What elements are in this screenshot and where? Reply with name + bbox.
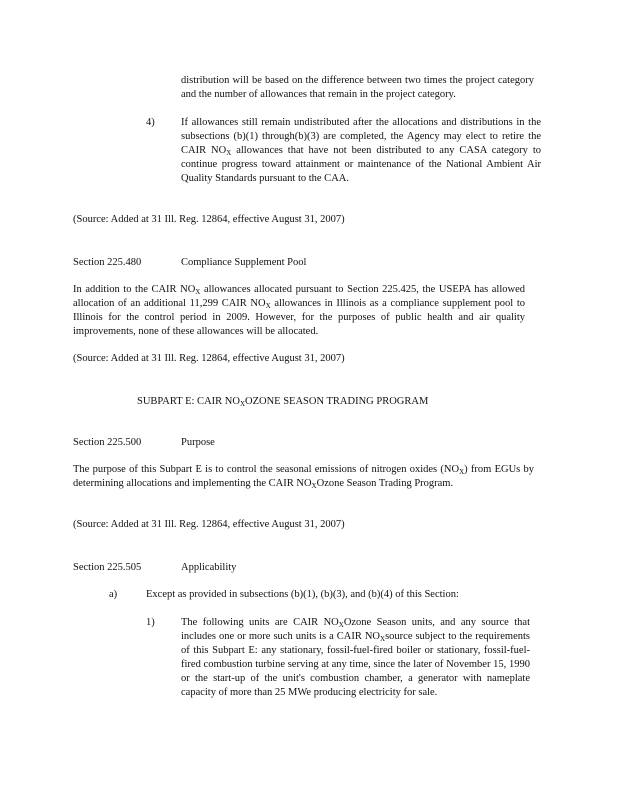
- section-505-title: Applicability: [181, 562, 237, 573]
- subscript-x: X: [311, 482, 317, 490]
- source-note-2: [73, 352, 345, 366]
- section-500-text-b: ) from EGUs by determining allocations and implementing the CAIR NO: [73, 464, 535, 489]
- section-500-text-c: Ozone Season Trading Program.: [316, 478, 454, 489]
- subscript-x: X: [195, 288, 201, 296]
- source-note-1: [73, 213, 345, 227]
- intro-paragraph: [181, 74, 534, 102]
- item-4-text-b: allowances that have not been distributed to any CASA category to continue progress toward attainment or maintenance of the National Ambient Air Quality Standards pursuant to the CAA.: [181, 145, 541, 184]
- item-1-text-b: Ozone Season units, and any source that includes one or more such units is a CAIR NO: [181, 617, 530, 642]
- section-480-text-a: In addition to the CAIR NO: [73, 284, 196, 295]
- item-a-number: a): [109, 589, 118, 600]
- section-480-text-c: allowances in Illinois as a compliance supplement pool to Illinois for the control period in 2009. However, for the purposes of public health and air quality improvements, none of these allowances will be allocated.: [73, 298, 526, 337]
- section-480-title: Compliance Supplement Pool: [181, 257, 307, 268]
- item-a-text: Except as provided in subsections (b)(1), (b)(3), and (b)(4) of this Section:: [146, 589, 459, 600]
- item-4-text-a: If allowances still remain undistributed after the allocations and distributions in the subsections (b)(1) through(b)(3) are completed, the Agency may elect to retire the CAIR NO: [181, 117, 541, 156]
- item-4-number: 4): [146, 117, 155, 128]
- section-505-number: Section 225.505: [73, 562, 142, 573]
- subpart-heading-text-b: OZONE SEASON TRADING PROGRAM: [245, 396, 429, 407]
- subscript-x: X: [459, 468, 465, 476]
- item-1-text-c: source subject to the requirements of this Subpart E: any stationary, fossil-fuel-fired boiler or stationary, fossil-fuel-fired combustion turbine serving at any time, since the later of November 15, 1990 or the start-up of the unit's combustion chamber, a generator with nameplate capacity of more than 25 MWe producing electricity for sale.: [181, 631, 531, 698]
- subscript-x: X: [338, 621, 344, 629]
- item-1-paragraph: [181, 616, 530, 700]
- subscript-x: X: [380, 635, 386, 643]
- section-500-title: Purpose: [181, 437, 215, 448]
- item-1-number: 1): [146, 617, 155, 628]
- section-500-text-a: The purpose of this Subpart E is to control the seasonal emissions of nitrogen oxides (NO: [73, 464, 460, 475]
- source-note-3-text: (Source: Added at 31 Ill. Reg. 12864, effective August 31, 2007): [73, 519, 345, 530]
- source-note-1-text: (Source: Added at 31 Ill. Reg. 12864, effective August 31, 2007): [73, 214, 345, 225]
- item-4-paragraph: [181, 116, 541, 186]
- subscript-x: X: [239, 400, 246, 408]
- subscript-x: X: [226, 149, 232, 157]
- section-500-paragraph: [73, 463, 534, 491]
- section-500-number: Section 225.500: [73, 437, 142, 448]
- subpart-heading-text-a: SUBPART E: CAIR NO: [137, 396, 240, 407]
- item-1-text-a: The following units are CAIR NO: [181, 617, 339, 628]
- intro-text: distribution will be based on the difference between two times the project category and the number of allowances that remain in the project category.: [181, 75, 534, 100]
- subscript-x: X: [265, 302, 271, 310]
- subpart-heading: [137, 395, 428, 409]
- section-480-paragraph: [73, 283, 525, 339]
- section-480-number: Section 225.480: [73, 257, 142, 268]
- source-note-3: [73, 518, 345, 532]
- section-480-text-b: allowances allocated pursuant to Section 225.425, the USEPA has allowed allocation of an additional 11,299 CAIR NO: [73, 284, 526, 309]
- source-note-2-text: (Source: Added at 31 Ill. Reg. 12864, effective August 31, 2007): [73, 353, 345, 364]
